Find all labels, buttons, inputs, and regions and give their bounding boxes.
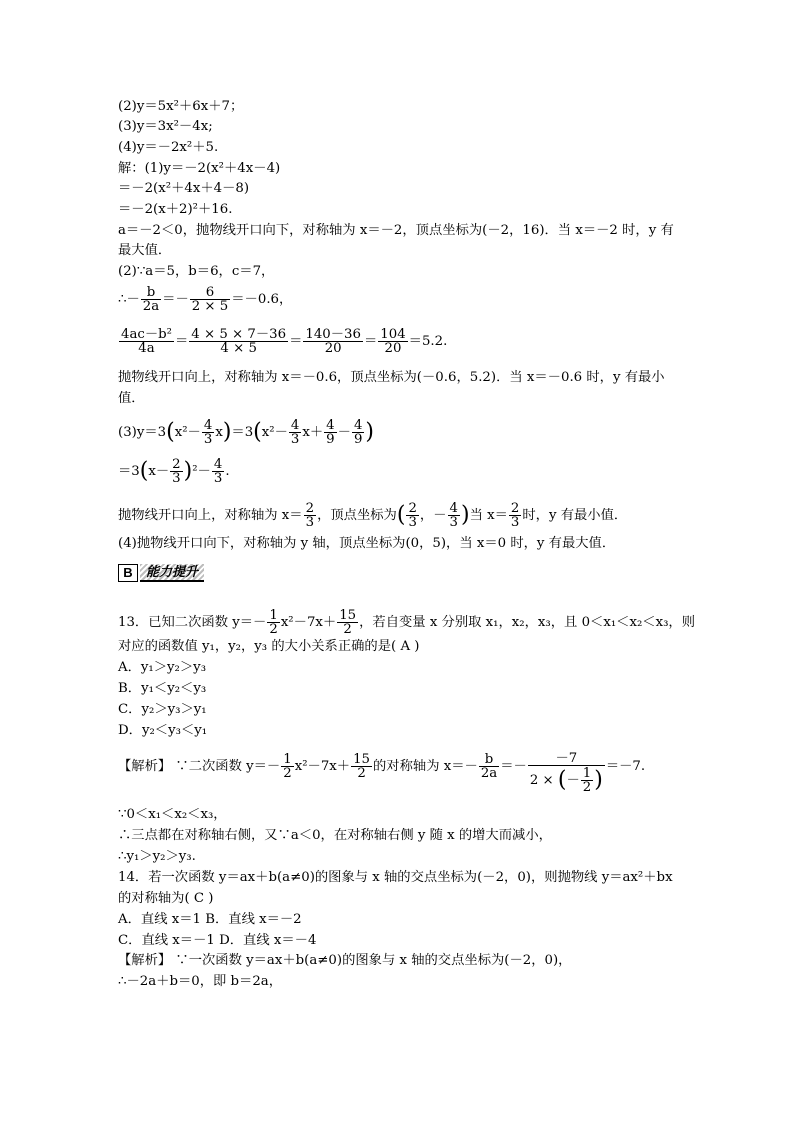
- text-segment: .: [225, 464, 230, 479]
- fraction-denominator: 2 × 5: [191, 299, 229, 314]
- text-segment: 时，y 有最小值．: [522, 508, 628, 523]
- text-segment: x²－7x＋: [294, 759, 351, 774]
- fraction: [448, 502, 460, 529]
- fraction-numerator: 104: [380, 327, 406, 342]
- text-segment: x²－: [174, 425, 201, 440]
- fraction-numerator: 4: [326, 418, 335, 433]
- text-line: 最大值．: [118, 243, 172, 258]
- fraction-denominator: 3: [203, 432, 213, 447]
- option-a: A．y₁＞y₂＞y₃: [118, 660, 207, 675]
- fraction-denominator: 2a: [142, 299, 160, 314]
- fraction-denominator: 2: [269, 622, 278, 637]
- fraction: [170, 458, 182, 485]
- text-segment: 抛物线开口向上，对称轴为 x＝: [118, 508, 303, 523]
- question-13: [118, 609, 695, 636]
- fraction: [352, 419, 364, 446]
- fraction: [378, 328, 407, 355]
- text-segment: x－: [148, 464, 170, 479]
- fraction-denominator: 3: [213, 471, 223, 486]
- fraction-denominator: 2a: [480, 766, 498, 781]
- fraction: [337, 609, 358, 636]
- text-line: ＝－2(x＋2)²＋16.: [118, 202, 233, 217]
- option-d: D．y₂＜y₃＜y₁: [118, 723, 208, 738]
- fraction-numerator: 4: [353, 418, 363, 433]
- fraction-numerator: 6: [190, 286, 231, 300]
- text-line: a＝－2＜0，抛物线开口向下，对称轴为 x＝－2，顶点坐标为(－2，16)．当 x＝－2 时，y 有: [118, 223, 674, 238]
- fraction-numerator: 1: [283, 752, 292, 767]
- fraction-numerator: 2: [408, 501, 417, 516]
- fraction: [289, 419, 301, 446]
- fraction-denominator: 20: [384, 341, 402, 356]
- text-line: 解：(1)y＝－2(x²＋4x－4): [118, 161, 281, 176]
- text-segment: x²－7x＋: [280, 615, 337, 630]
- text-segment: －: [566, 773, 580, 788]
- fraction: [324, 419, 336, 446]
- text-line: ∴三点都在对称轴右侧，又∵a＜0，在对称轴右侧 y 随 x 的增大而减小，: [118, 828, 552, 843]
- text-line: (2)y＝5x²＋6x＋7；: [118, 99, 244, 114]
- fraction: [119, 328, 174, 355]
- paren-right: ): [183, 458, 193, 484]
- paren-right: ): [222, 419, 232, 445]
- fraction: [141, 286, 161, 313]
- fraction: [351, 753, 372, 780]
- text-segment: x: [215, 425, 223, 440]
- section-title: 能力提升: [146, 564, 199, 579]
- text-segment: ，若自变量 x 分别取 x₁，x₂，x₃，且 0＜x₁＜x₂＜x₃，则: [359, 615, 696, 630]
- fraction-denominator: 2: [357, 766, 366, 781]
- question-14: 14．若一次函数 y＝ax＋b(a≠0)的图象与 x 轴的交点坐标为(－2，0)，则抛物线 y＝ax²＋bx: [118, 870, 673, 885]
- text-segment: 2 ×: [529, 773, 558, 788]
- text-segment: 【解析】 ∵二次函数 y＝－: [118, 759, 281, 774]
- paren-right: ): [594, 767, 603, 793]
- text-segment: x＋: [302, 425, 324, 440]
- fraction: [479, 753, 499, 780]
- fraction-numerator: 4: [290, 418, 300, 433]
- analysis-14: 【解析】 ∵一次函数 y＝ax＋b(a≠0)的图象与 x 轴的交点坐标为(－2，0)，: [118, 953, 572, 968]
- fraction-numerator: 2: [510, 501, 520, 516]
- text-line: ∴－2a＋b＝0，即 b＝2a，: [118, 974, 283, 989]
- text-segment: 13．已知二次函数 y＝－: [118, 615, 267, 630]
- options-line: A．直线 x＝1 B．直线 x＝－2: [118, 912, 302, 927]
- text-line: 值．: [118, 391, 145, 406]
- option-b: B．y₁＜y₂＜y₃: [118, 681, 207, 696]
- text-segment: ，顶点坐标为: [317, 508, 397, 523]
- text-segment: ＝: [363, 334, 378, 349]
- section-header: [118, 563, 204, 581]
- fraction-numerator: 2: [172, 457, 181, 472]
- text-segment: ∴－: [118, 292, 140, 307]
- fraction-numerator: 4ac－b²: [121, 327, 172, 342]
- fraction-numerator: 4: [203, 418, 213, 433]
- analysis-13: [118, 752, 645, 796]
- fraction-numerator: 140－36: [305, 327, 361, 342]
- text-segment: ＝－7.: [605, 759, 646, 774]
- fraction: [303, 328, 363, 355]
- fraction: [304, 502, 316, 529]
- equation-line: [118, 419, 374, 446]
- fraction-numerator: 2: [305, 501, 315, 516]
- text-segment: ，－: [419, 508, 447, 523]
- fraction-denominator: 3: [408, 515, 417, 530]
- text-line: 抛物线开口向上，对称轴为 x＝－0.6，顶点坐标为(－0.6，5.2)．当 x＝－0.6 时，y 有最小: [118, 370, 665, 385]
- fraction: [281, 753, 293, 780]
- paren-left: (: [166, 419, 175, 445]
- fraction: [267, 609, 279, 636]
- text-line: ∵0＜x₁＜x₂＜x₃，: [118, 807, 227, 822]
- section-badge: B: [118, 564, 138, 582]
- fraction-numerator: 1: [582, 766, 592, 781]
- paren-right: ): [460, 502, 470, 528]
- text-line: (4)抛物线开口向下，对称轴为 y 轴，顶点坐标为(0，5)，当 x＝0 时，y 有最大值．: [118, 536, 616, 551]
- text-segment: ²－: [192, 464, 211, 479]
- options-line: C．直线 x＝－1 D．直线 x＝－4: [118, 933, 317, 948]
- fraction-numerator: 4 × 5 × 7－36: [191, 327, 287, 342]
- text-line: 对应的函数值 y₁，y₂，y₃ 的大小关系正确的是( A ): [118, 639, 420, 654]
- text-line: (4)y＝－2x²＋5.: [118, 140, 219, 155]
- equation-line: [118, 502, 627, 529]
- text-segment: ＝3: [118, 464, 140, 479]
- fraction-denominator: 3: [449, 515, 458, 530]
- fraction: [406, 502, 418, 529]
- paren-left: (: [557, 767, 567, 793]
- equation-line: [118, 458, 230, 485]
- fraction-numerator: b: [141, 286, 161, 300]
- fraction: [202, 419, 214, 446]
- fraction-denominator: 20: [324, 341, 342, 356]
- fraction-numerator: 4: [449, 501, 458, 516]
- fraction: [528, 752, 605, 796]
- fraction-denominator: 3: [290, 432, 300, 447]
- fraction-denominator: 9: [353, 432, 363, 447]
- fraction-denominator: 2: [582, 780, 592, 795]
- text-line: (3)y＝3x²－4x;: [118, 119, 213, 134]
- fraction-denominator: 2: [283, 766, 292, 781]
- text-line: ＝－2(x²＋4x＋4－8): [118, 181, 250, 196]
- fraction-numerator: 4: [213, 457, 223, 472]
- fraction-denominator: 3: [305, 515, 315, 530]
- fraction-denominator: 2: [343, 622, 352, 637]
- text-segment: －: [337, 425, 351, 440]
- fraction-denominator: [528, 766, 605, 796]
- fraction: [509, 502, 521, 529]
- text-segment: ＝5.2.: [408, 334, 448, 349]
- fraction-numerator: b: [479, 753, 499, 767]
- text-line: ∴y₁＞y₂＞y₃.: [118, 849, 196, 864]
- text-segment: x²－: [261, 425, 288, 440]
- fraction: [190, 286, 231, 313]
- text-segment: ＝: [174, 334, 189, 349]
- equation-line: [118, 328, 447, 355]
- text-segment: ＝: [289, 334, 303, 349]
- fraction-numerator: 15: [339, 608, 357, 623]
- fraction-denominator: 3: [172, 471, 181, 486]
- fraction-numerator: 15: [353, 752, 371, 767]
- fraction-denominator: 9: [326, 432, 335, 447]
- paren-left: (: [396, 502, 406, 528]
- paren-left: (: [139, 458, 149, 484]
- fraction: [212, 458, 224, 485]
- text-line: (2)∵a＝5，b＝6，c＝7，: [118, 264, 275, 279]
- text-segment: 当 x＝: [469, 508, 508, 523]
- option-c: C．y₂＞y₃＞y₁: [118, 702, 207, 717]
- fraction-denominator: 4 × 5: [220, 341, 257, 356]
- fraction: [189, 328, 288, 355]
- text-segment: ＝3: [231, 425, 254, 440]
- text-segment: ＝－0.6，: [231, 292, 293, 307]
- fraction-denominator: 3: [510, 515, 520, 530]
- text-segment: (3)y＝3: [118, 425, 167, 440]
- text-segment: ＝－: [500, 759, 527, 774]
- fraction-numerator: －7: [528, 752, 605, 766]
- fraction: [581, 767, 593, 794]
- text-segment: ＝－: [162, 292, 189, 307]
- text-line: 的对称轴为( C ): [118, 891, 214, 906]
- text-segment: 的对称轴为 x＝－: [373, 759, 478, 774]
- fraction-denominator: 4a: [138, 341, 155, 356]
- equation-line: [118, 286, 292, 313]
- fraction-numerator: 1: [269, 608, 278, 623]
- paren-right: ): [365, 419, 374, 445]
- paren-left: (: [253, 419, 262, 445]
